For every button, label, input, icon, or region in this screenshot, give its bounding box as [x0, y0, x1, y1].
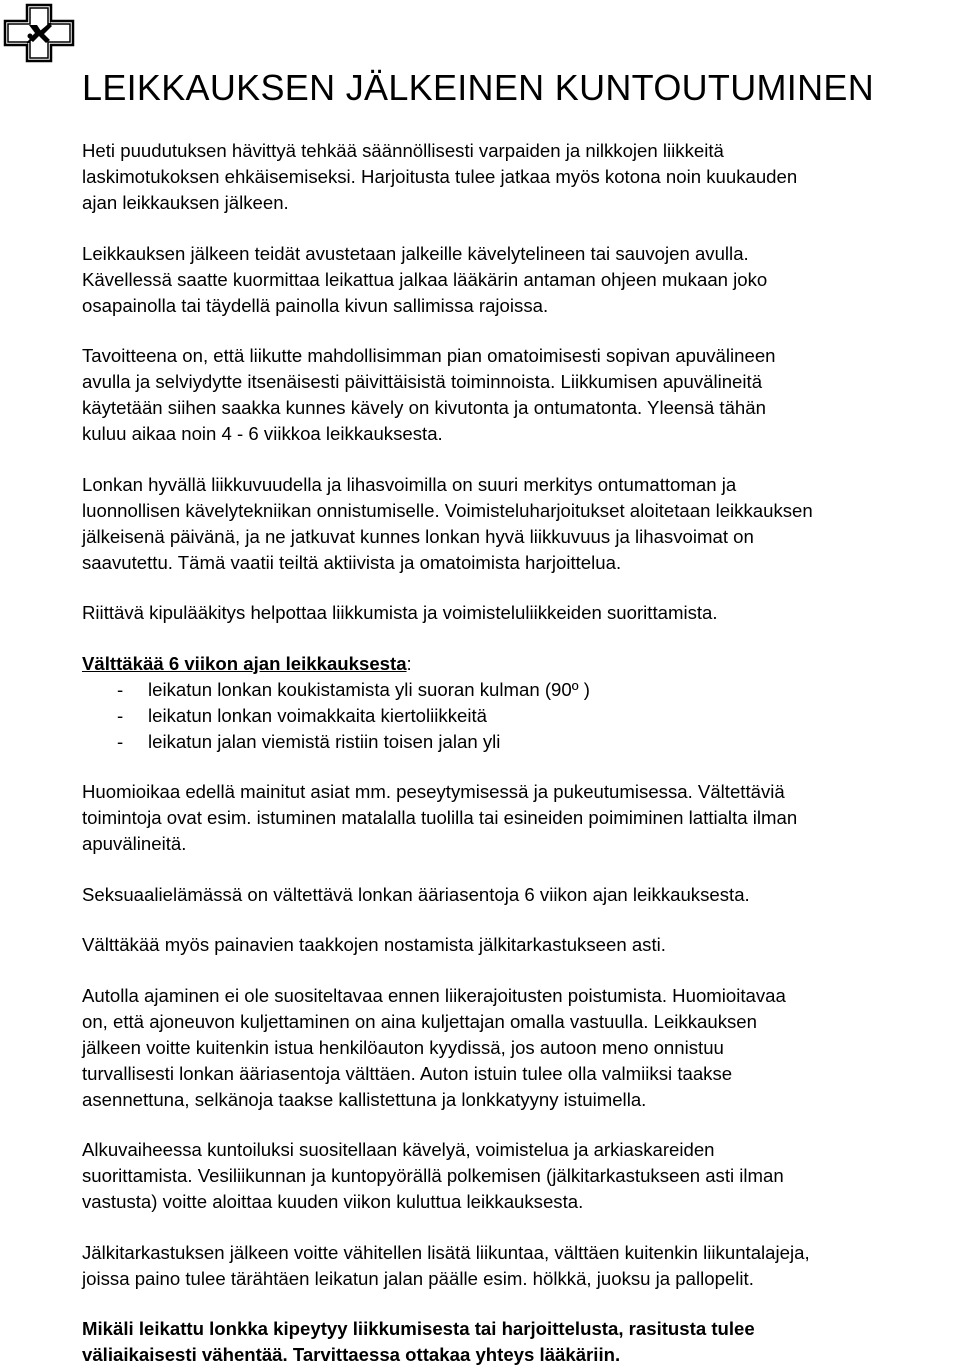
paragraph-sexual-life: Seksuaalielämässä on vältettävä lonkan ääriasentoja 6 viikon ajan leikkauksesta. — [82, 883, 750, 905]
list-item — [82, 703, 958, 729]
avoid-heading — [82, 651, 958, 677]
paragraph-pain-medication: Riittävä kipulääkitys helpottaa liikkumista ja voimisteluliikkeiden suorittamista. — [82, 602, 718, 623]
paragraph-daily-activities: Huomioikaa edellä mainitut asiat mm. peseytymisessä ja pukeutumisessa. Vältettäviä toimintoja ovat esim. istuminen matalalla tuolilla tai esineiden poimiminen lattialta ilman apuvälineitä. — [82, 781, 798, 854]
avoid-heading-colon: : — [406, 652, 412, 674]
page-title: LEIKKAUKSEN JÄLKEINEN KUNTOUTUMINEN — [82, 67, 875, 108]
list-item — [82, 677, 958, 703]
paragraph-early-exercise: Alkuvaiheessa kuntoiluksi suositellaan kävelyä, voimistelua ja arkiaskareiden suorittamista. Vesiliikunnan ja kuntopyörällä polkemisen (jälkitarkastukseen asti ilman vastusta) voitte aloittaa kuuden viikon kuluttua leikkauksesta. — [82, 1139, 784, 1212]
list-dash: - — [117, 678, 124, 700]
paragraph-heavy-lifting: Välttäkää myös painavien taakkojen nostamista jälkitarkastukseen asti. — [82, 934, 666, 955]
avoid-heading-text: Välttäkää 6 viikon ajan leikkauksesta — [82, 652, 407, 674]
paragraph-driving: Autolla ajaminen ei ole suositeltavaa ennen liikerajoitusten poistumista. Huomioitavaa on, että ajoneuvon kuljettaminen on aina kuljettajan omalla vastuulla. Leikkauksen jälkeen voitte kuitenkin istua henkilöauton kyydissä, jos autoon meno onnistuu turvallisesti lonkan ääriasentoja välttäen. Auton istuin tulee olla valmiiksi taakse asennettuna, selkänoja taakse kallistettuna ja lonkkatyyny istuimella. — [82, 984, 786, 1110]
list-item-text: leikatun lonkan voimakkaita kiertoliikkeitä — [148, 704, 487, 726]
document-body — [82, 66, 958, 1368]
list-item — [82, 729, 958, 755]
hospital-cross-logo-icon — [3, 3, 75, 63]
list-dash: - — [117, 704, 124, 726]
list-dash: - — [117, 730, 124, 752]
paragraph-walking-aids: Leikkauksen jälkeen teidät avustetaan jalkeille kävelytelineen tai sauvojen avulla. Kävellessä saatte kuormittaa leikattua jalkaa lääkärin antaman ohjeen mukaan joko osapainolla tai täydellä painolla kivun sallimissa rajoissa. — [82, 242, 768, 316]
final-warning: Mikäli leikattu lonkka kipeytyy liikkumisesta tai harjoittelusta, rasitusta tulee väliaikaisesti vähentää. Tarvittaessa ottakaa yhteys lääkäriin. — [82, 1318, 755, 1365]
paragraph-goal: Tavoitteena on, että liikutte mahdollisimman pian omatoimisesti sopivan apuvälineen avulla ja selviydytte itsenäisesti päivittäisistä toiminnoista. Liikkumisen apuvälineitä käytetään siihen saakka kunnes kävely on kivutonta ja ontumatonta. Yleensä tähän kuluu aikaa noin 4 - 6 viikkoa leikkauksesta. — [82, 345, 776, 444]
paragraph-ankle-exercises: Heti puudutuksen hävittyä tehkää säännöllisesti varpaiden ja nilkkojen liikkeitä laskimotukoksen ehkäisemiseksi. Harjoitusta tulee jatkaa myös kotona noin kuukauden ajan leikkauksen jälkeen. — [82, 140, 798, 213]
paragraph-after-checkup: Jälkitarkastuksen jälkeen voitte vähitellen lisätä liikuntaa, välttäen kuitenkin liikuntalajeja, joissa paino tulee tärähtäen leikatun jalan päälle esim. hölkkä, juoksu ja pallopelit. — [82, 1241, 810, 1289]
avoid-list — [82, 677, 958, 755]
paragraph-hip-mobility: Lonkan hyvällä liikkuvuudella ja lihasvoimilla on suuri merkitys ontumattoman ja luonnollisen kävelytekniikan onnistumiselle. Voimisteluharjoitukset aloitetaan leikkauksen jälkeisenä päivänä, ja ne jatkuvat kunnes lonkan hyvä liikkuvuus ja lihasvoimat on saavutettu. Tämä vaatii teiltä aktiivista ja omatoimista harjoittelua. — [82, 473, 813, 573]
list-item-text: leikatun jalan viemistä ristiin toisen jalan yli — [148, 730, 501, 752]
list-item-text: leikatun lonkan koukistamista yli suoran kulman (90º ) — [148, 678, 590, 700]
